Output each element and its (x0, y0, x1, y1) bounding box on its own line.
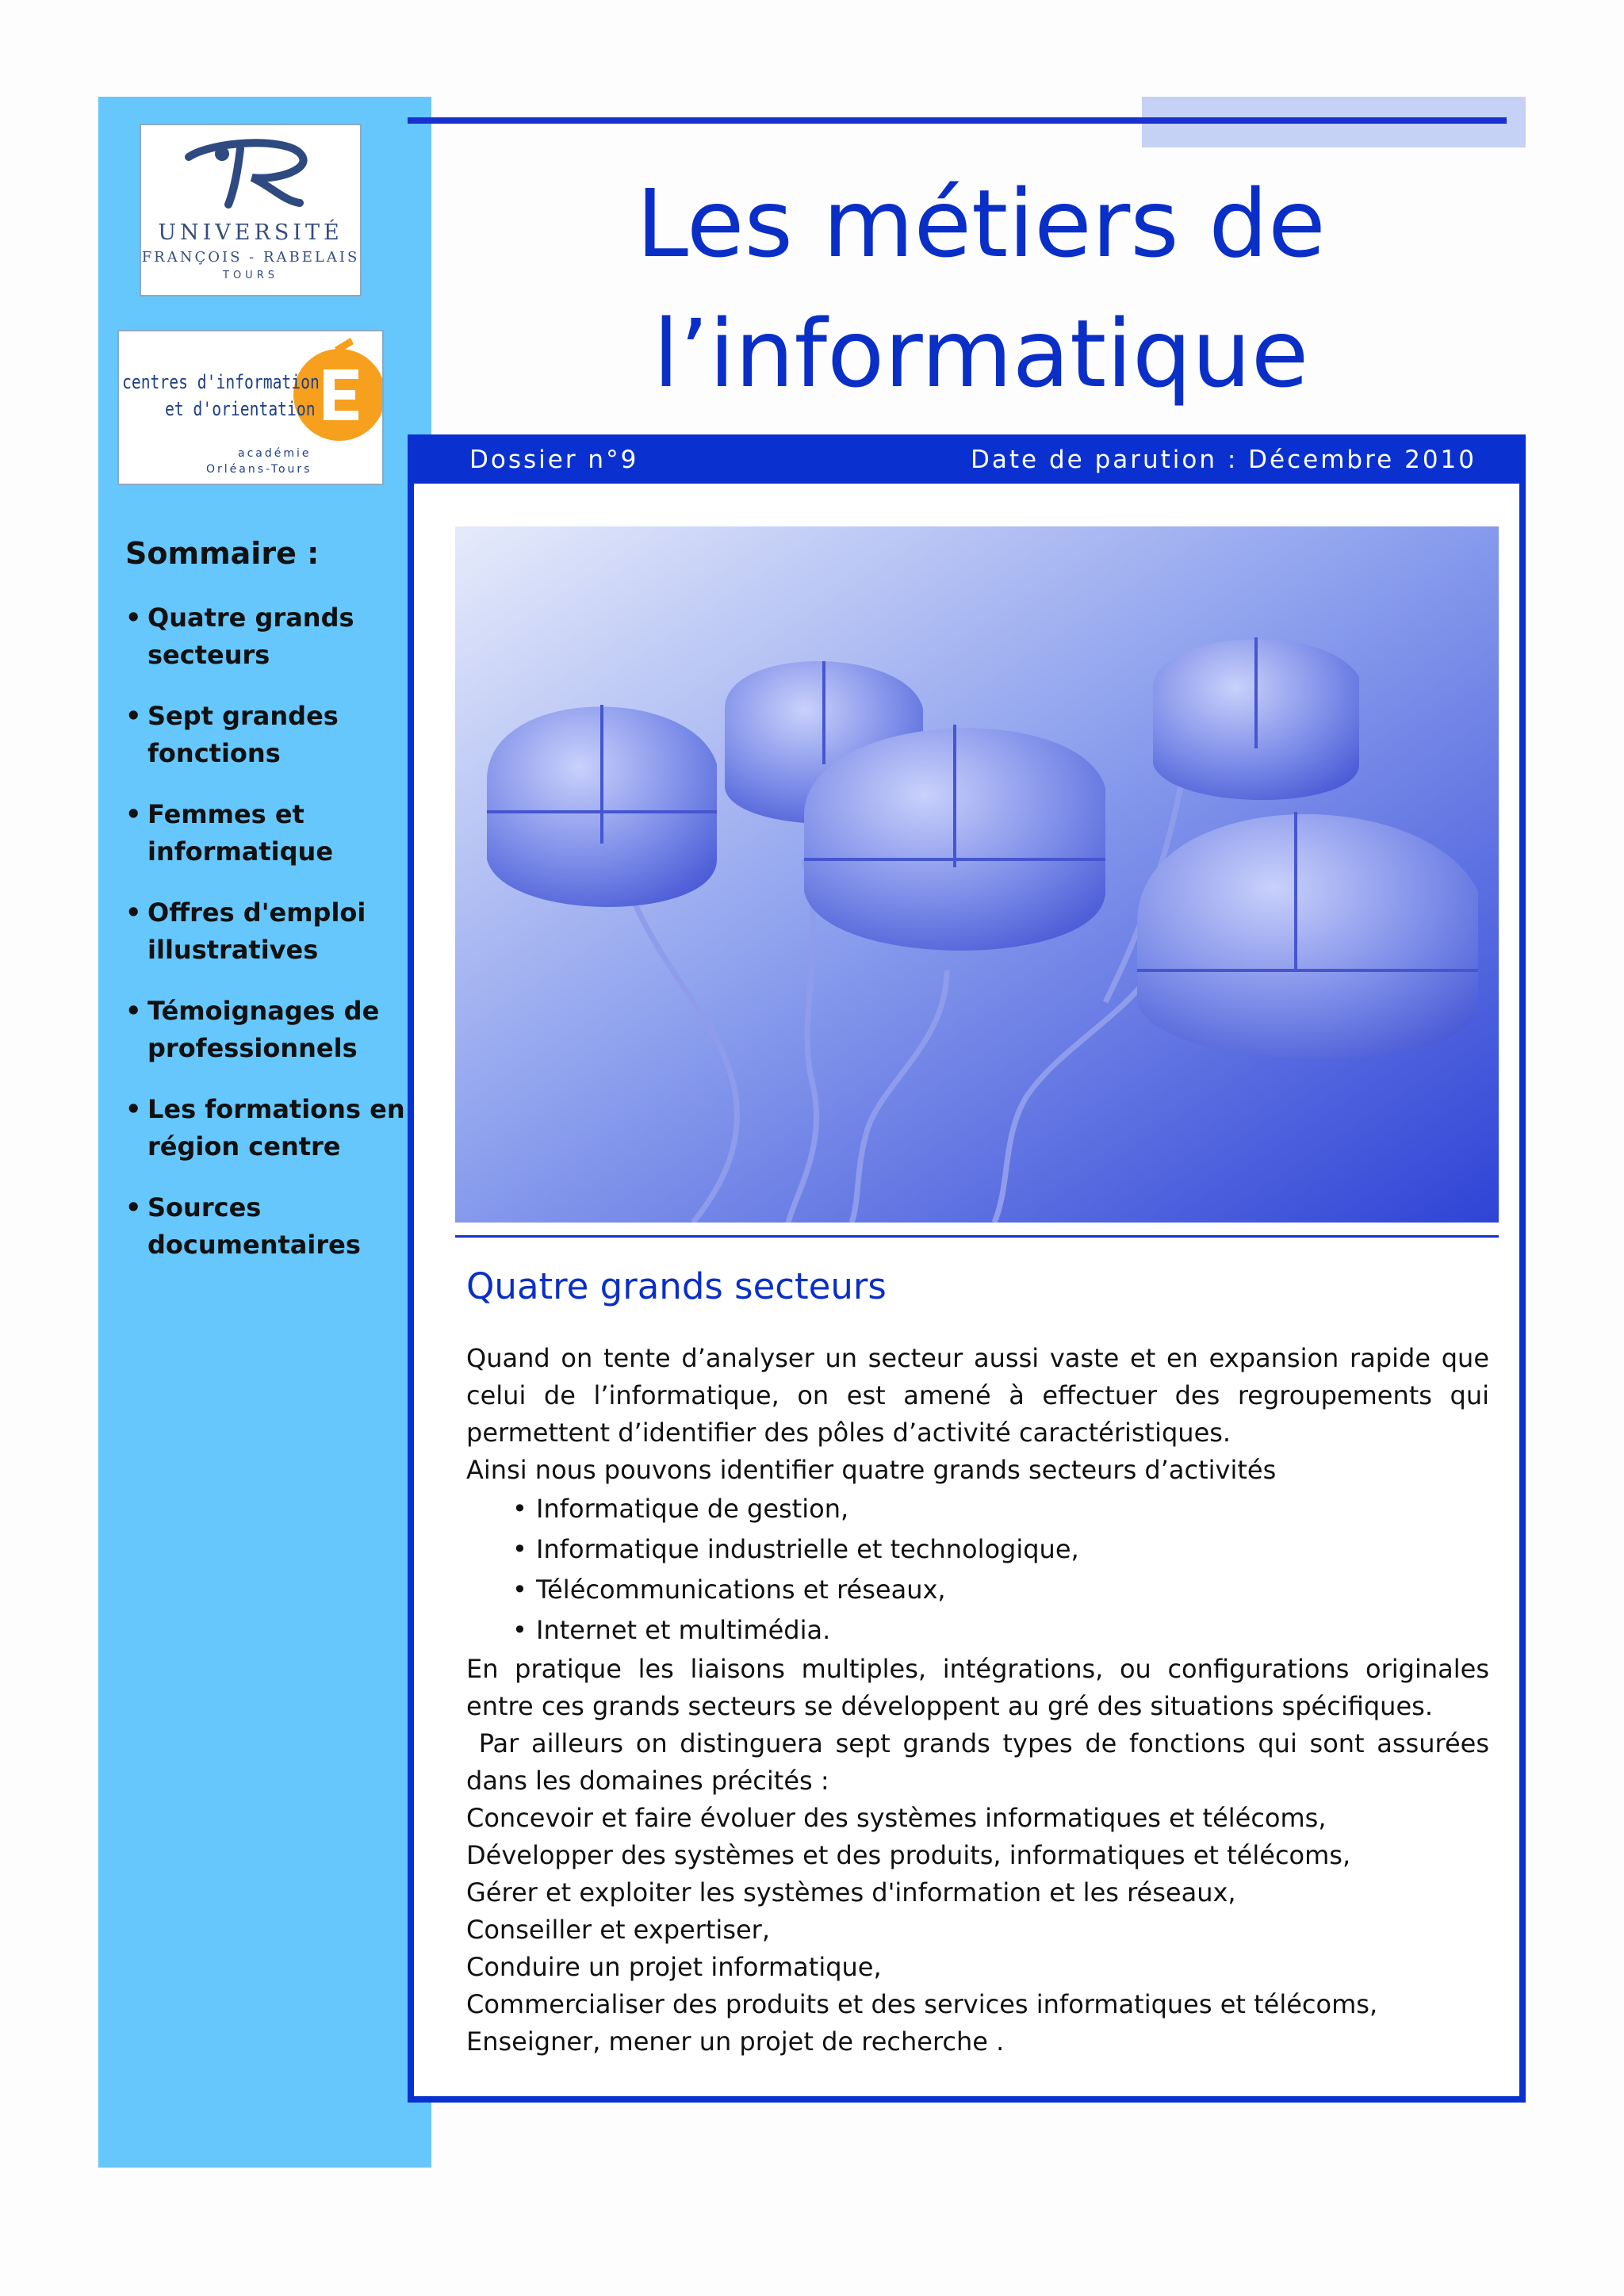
sommaire-item[interactable]: • Sources documentaires (125, 1189, 427, 1264)
sommaire-item[interactable]: • Quatre grands secteurs (125, 599, 427, 674)
sommaire-list (125, 599, 427, 1288)
title-line-1: Les métiers de (636, 169, 1326, 278)
page-title (431, 159, 1530, 419)
university-logo (140, 124, 362, 297)
cio-region: Orléans-Tours (206, 463, 312, 476)
lead-paragraph: Ainsi nous pouvons identifier quatre grands secteurs d’activités (466, 1455, 1277, 1485)
sommaire-item[interactable]: • Sept grandes fonctions (125, 698, 427, 772)
sector-item: • Informatique industrielle et technologique, (512, 1529, 1489, 1570)
sector-item: • Internet et multimédia. (512, 1610, 1489, 1651)
function-item: Gérer et exploiter les systèmes d'information et les réseaux, (466, 1877, 1236, 1908)
sommaire-item[interactable]: • Témoignages de professionnels (125, 993, 427, 1067)
top-rule (408, 117, 1507, 124)
article-body (466, 1340, 1498, 2061)
sectors-list (466, 1489, 1489, 1651)
function-item: Enseigner, mener un projet de recherche . (466, 2026, 1005, 2057)
cio-logo (117, 330, 384, 485)
university-name: UNIVERSITÉ (158, 220, 343, 245)
sommaire-title: Sommaire : (125, 536, 320, 571)
intro-paragraph: Quand on tente d’analyser un secteur aussi vaste et en expansion rapide que celui de l’informatique, on est amené à effectuer des regroupements qui permettent d’identifier des pôles d’activité caractéristiques. (466, 1343, 1489, 1448)
content-frame (408, 434, 1526, 2103)
sommaire-item[interactable]: • Offres d'emploi illustratives (125, 894, 427, 969)
cio-academie: académie (238, 447, 312, 460)
sommaire-item[interactable]: • Femmes et informatique (125, 796, 427, 871)
function-item: Conseiller et expertiser, (466, 1915, 770, 1945)
practice-paragraph: En pratique les liaisons multiples, intégrations, ou configurations originales entre ces grands secteurs se développent au gré des situations spécifiques. (466, 1654, 1489, 1721)
section-heading: Quatre grands secteurs (466, 1265, 887, 1307)
sector-item: • Télécommunications et réseaux, (512, 1570, 1489, 1610)
university-city: TOURS (223, 270, 278, 281)
university-subname: FRANÇOIS - RABELAIS (141, 249, 360, 266)
title-line-2: l’informatique (653, 299, 1309, 408)
publication-date: Date de parution : Décembre 2010 (971, 446, 1477, 474)
sector-item: • Informatique de gestion, (512, 1489, 1489, 1529)
functions-intro: Par ailleurs on distinguera sept grands types de fonctions qui sont assurées dans les domaines précités : (466, 1728, 1498, 1796)
sommaire-item[interactable]: • Les formations en région centre (125, 1091, 427, 1165)
dossier-number: Dossier n°9 (469, 446, 639, 474)
cio-name-line2: et d'orientation (165, 398, 316, 420)
cio-name-line1: centres d'information (122, 371, 320, 393)
dossier-bar (414, 434, 1519, 484)
computer-mice-photo (455, 526, 1499, 1223)
function-item: Concevoir et faire évoluer des systèmes informatiques et télécoms, (466, 1803, 1327, 1833)
university-r-icon (141, 125, 360, 220)
function-item: Conduire un projet informatique, (466, 1952, 882, 1982)
function-item: Développer des systèmes et des produits, informatiques et télécoms, (466, 1840, 1351, 1870)
function-item: Commercialiser des produits et des services informatiques et télécoms, (466, 1989, 1378, 2019)
section-rule (455, 1235, 1499, 1238)
